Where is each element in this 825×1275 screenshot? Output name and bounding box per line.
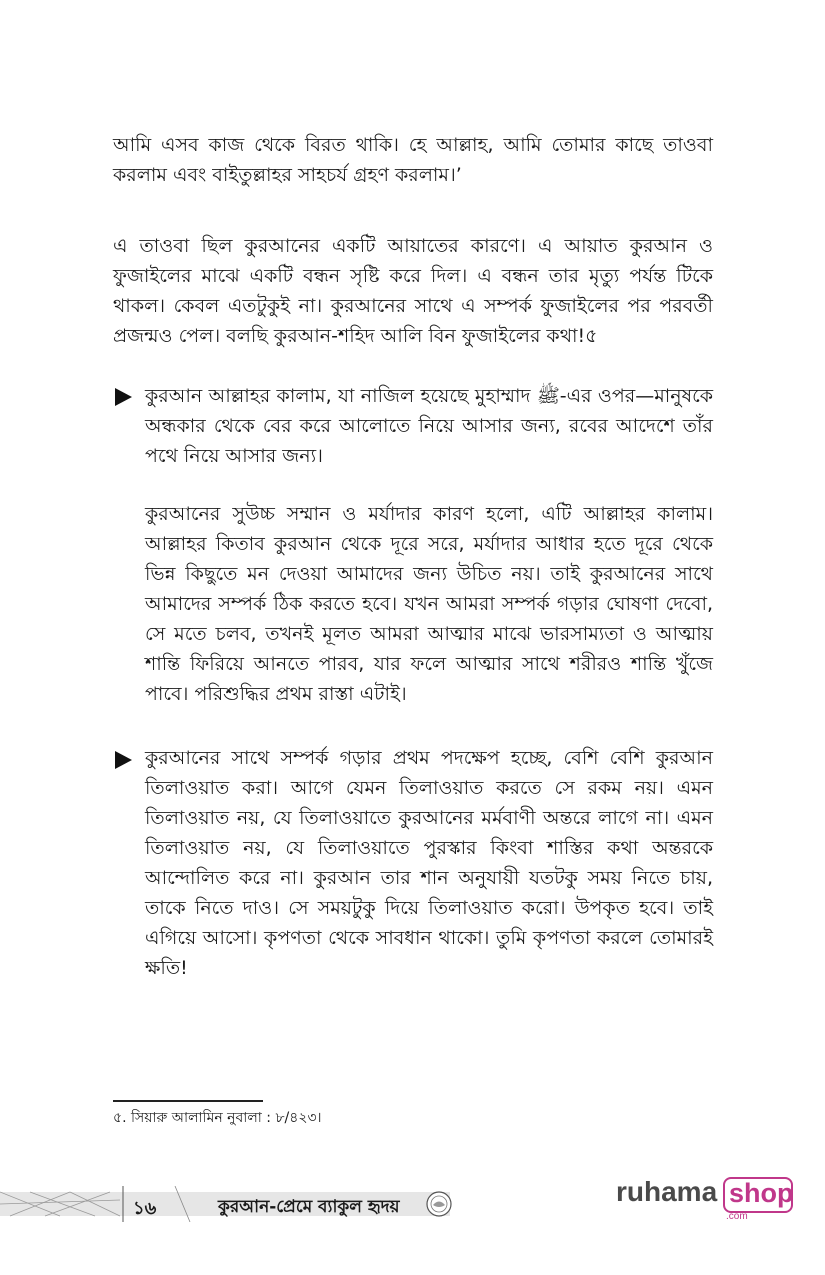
paragraph-1: আমি এসব কাজ থেকে বিরত থাকি। হে আল্লাহ, আমি তোমার কাছে তাওবা করলাম এবং বাইতুল্লাহর সাহচর্য গ্রহণ করলাম।’: [113, 134, 713, 186]
footnote: ৫. সিয়ারু আলামিন নুবালা : ৮/৪২৩।: [113, 1110, 322, 1126]
brand-name-shop: shop: [729, 1178, 794, 1208]
brand-domain: .com: [726, 1211, 748, 1222]
page-number: ১৬: [133, 1198, 157, 1219]
paragraph-2: এ তাওবা ছিল কুরআনের একটি আয়াতের কারণে। এ আয়াত কুরআন ও ফুজাইলের মাঝে একটি বন্ধন সৃষ্টি করে দিল। এ বন্ধন তার মৃত্যু পর্যন্ত টিকে থাকল। কেবল এতটুকুই না। কুরআনের সাথে এ সম্পর্ক ফুজাইলের পর পরবর্তী প্রজন্মও পেল। বলছি কুরআন-শহিদ আলি বিন ফুজাইলের কথা!৫: [113, 235, 713, 347]
book-emblem-icon: [425, 1190, 453, 1218]
bullet-arrow-icon: [115, 751, 132, 769]
bullet-paragraph-2: কুরআনের সাথে সম্পর্ক গড়ার প্রথম পদক্ষেপ হচ্ছে, বেশি বেশি কুরআন তিলাওয়াত করা। আগে যেমন তিলাওয়াত করতে সে রকম নয়। এমন তিলাওয়াত নয়, যে তিলাওয়াতে কুরআনের মর্মবাণী অন্তরে লাগে না। এমন তিলাওয়াত নয়, যে তিলাওয়াতে পুরস্কার কিংবা শাস্তির কথা অন্তরকে আন্দোলিত করে না। কুরআন তার শান অনুযায়ী যতটকু সময় নিতে চায়, তাকে নিতে দাও। সে সময়টুকু দিয়ে তিলাওয়াত করো। উপকৃত হবে। তাই এগিয়ে আসো। কৃপণতা থেকে সাবধান থাকো। তুমি কৃপণতা করলে তোমারই ক্ষতি!: [145, 747, 713, 979]
brand-shop-badge: [723, 1177, 793, 1213]
book-title: কুরআন-প্রেমে ব্যাকুল হৃদয়: [218, 1197, 400, 1217]
footnote-divider: [113, 1100, 263, 1102]
brand-name-ruhama: ruhama: [616, 1176, 718, 1207]
paragraph-4: কুরআনের সুউচ্চ সম্মান ও মর্যাদার কারণ হলো, এটি আল্লাহর কালাম। আল্লাহর কিতাব কুরআন থেকে দূরে সরে, মর্যাদার আধার হতে দূরে থেকে ভিন্ন কিছুতে মন দেওয়া আমাদের জন্য উচিত নয়। তাই কুরআনের সাথে আমাদের সম্পর্ক ঠিক করতে হবে। যখন আমরা সম্পর্ক গড়ার ঘোষণা দেবো, সে মতে চলব, তখনই মূলত আমরা আত্মার মাঝে ভারসাম্যতা ও আত্মায় শান্তি ফিরিয়ে আনতে পারব, যার ফলে আত্মার সাথে শরীরও শান্তি খুঁজে পাবে। পরিশুদ্ধির প্রথম রাস্তা এটাই।: [145, 503, 713, 705]
bullet-paragraph-1: কুরআন আল্লাহর কালাম, যা নাজিল হয়েছে মুহাম্মাদ ﷺ-এর ওপর—মানুষকে অন্ধকার থেকে বের করে আলোতে নিয়ে আসার জন্য, রবের আদেশে তাঁর পথে নিয়ে আসার জন্য।: [145, 385, 714, 467]
bullet-arrow-icon: [115, 388, 132, 406]
